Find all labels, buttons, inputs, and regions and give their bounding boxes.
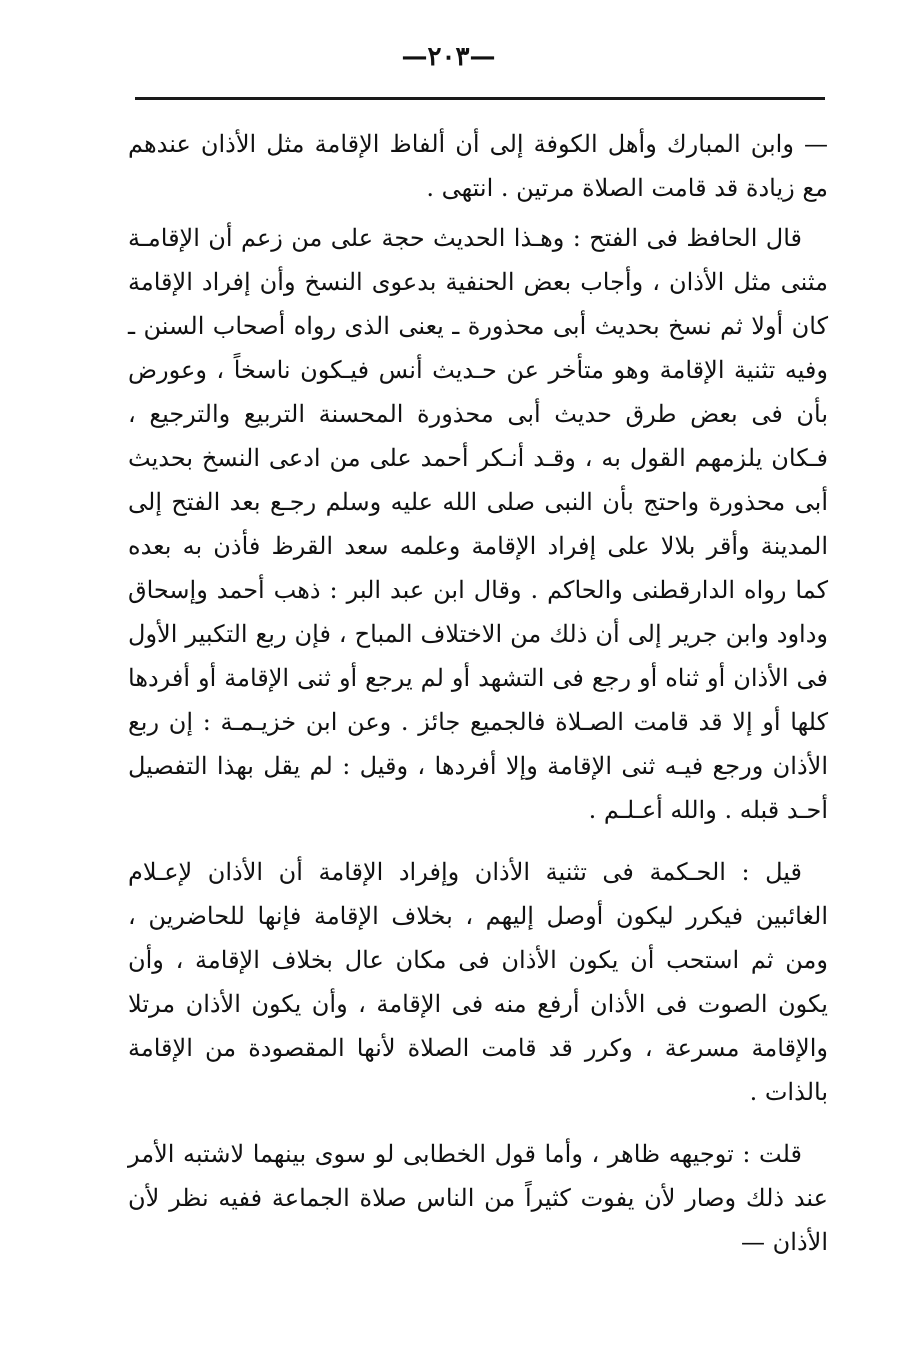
- body-text: [128, 122, 828, 1282]
- paragraph-continuation: — وابن المبارك وأهل الكوفة إلى أن ألفاظ الإقامة مثل الأذان عندهم مع زيادة قد قامت الصلاة مرتين . انتهى .: [128, 130, 828, 202]
- header-rule: [135, 97, 825, 100]
- paragraph-comment: قلت : توجيهه ظاهر ، وأما قول الخطابى لو سوى بينهما لاشتبه الأمر عند ذلك وصار لأن يفوت كثيراً من الناس صلاة الجماعة ففيه نظر لأن الأذان —: [128, 1140, 828, 1256]
- paragraph-hafiz: قال الحافظ فى الفتح : وهـذا الحديث حجة على من زعم أن الإقامـة مثنى مثل الأذان ، وأجاب بعض الحنفية بدعوى النسخ وأن إفراد الإقامة كان أولا ثم نسخ بحديث أبى محذورة ـ يعنى الذى رواه أصحاب السنن ـ وفيه تثنية الإقامة وهو متأخر عن حـديث أنس فيـكون ناسخاً ، وعورض بأن فى بعض طرق حديث أبى محذورة المحسنة التربيع والترجيع ، فـكان يلزمهم القول به ، وقـد أنـكر أحمد على من ادعى النسخ بحديث أبى محذورة واحتج بأن النبى صلى الله عليه وسلم رجـع بعد الفتح إلى المدينة وأقر بلالا على إفراد الإقامة وعلمه سعد القرظ فأذن به بعده كما رواه الدارقطنى والحاكم . وقال ابن عبد البر : ذهب أحمد وإسحاق وداود وابن جرير إلى أن ذلك من الاختلاف المباح ، فإن ربع التكبير الأول فى الأذان أو ثناه أو رجع فى التشهد أو لم يرجع أو ثنى الإقامة أو أفردها كلها أو إلا قد قامت الصـلاة فالجميع جائز . وعن ابن خزيـمـة : إن ربع الأذان ورجع فيـه ثنى الإقامة وإلا أفردها ، وقيل : لم يقل بهذا التفصيل أحـد قبله . والله أعـلـم .: [128, 224, 829, 824]
- page-number: —٢٠٣—: [401, 42, 496, 72]
- paragraph-wisdom: قيل : الحـكمة فى تثنية الأذان وإفراد الإقامة أن الأذان لإعـلام الغائبين فيكرر ليكون أوصل إليهم ، بخلاف الإقامة فإنها للحاضرين ، ومن ثم استحب أن يكون الأذان فى مكان عال بخلاف الإقامة ، وأن يكون الصوت فى الأذان أرفع منه فى الإقامة ، وأن يكون الأذان مرتلا والإقامة مسرعة ، وكرر قد قامت الصلاة لأنها المقصودة من الإقامة بالذات .: [128, 858, 828, 1106]
